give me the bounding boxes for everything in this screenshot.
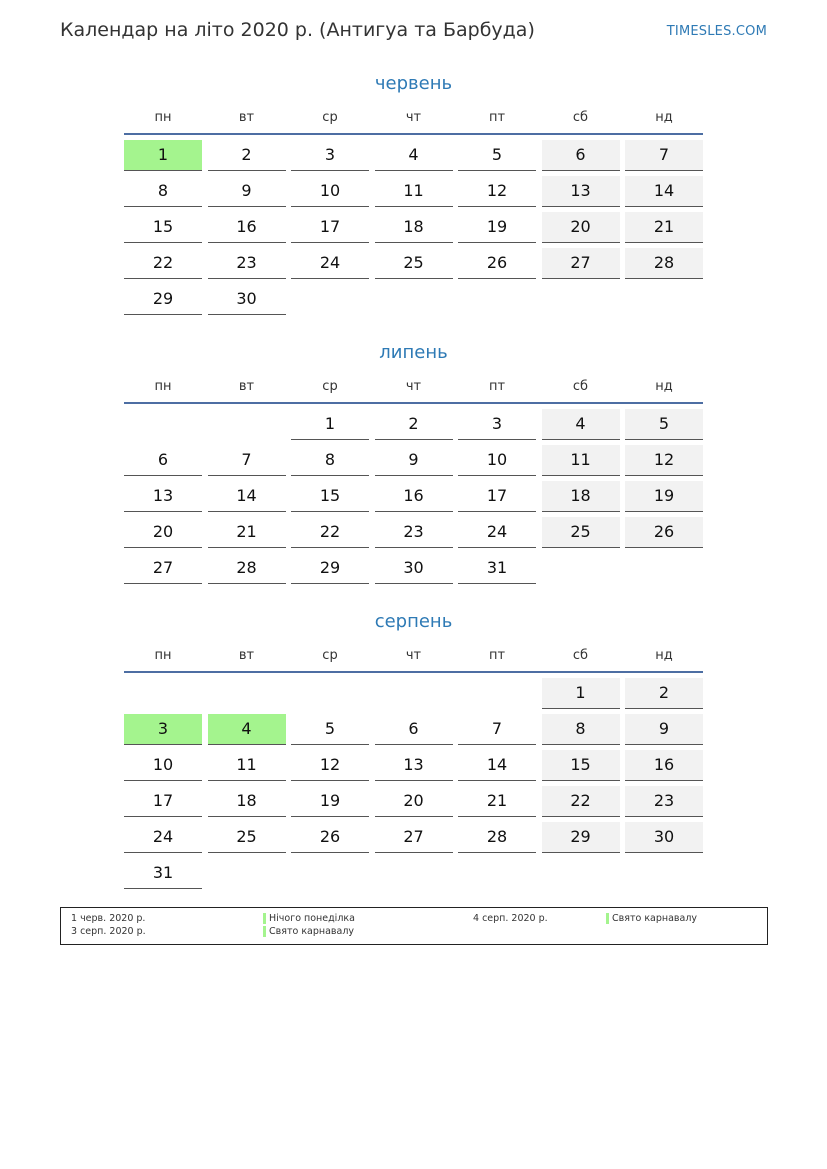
header-rule	[124, 671, 703, 673]
weekday-label: ср	[322, 379, 338, 394]
empty-day-cell	[542, 858, 620, 888]
empty-day-cell	[625, 284, 703, 314]
day-cell: 19	[291, 786, 369, 817]
weekend-day-cell: 14	[625, 176, 703, 207]
weekend-day-cell: 30	[625, 822, 703, 853]
month-name: липень	[379, 342, 448, 363]
weekend-day-cell: 28	[625, 248, 703, 279]
day-cell: 17	[458, 481, 536, 512]
weekend-day-cell: 5	[625, 409, 703, 440]
header-rule	[124, 133, 703, 135]
month-block	[124, 608, 703, 894]
weekday-label: чт	[405, 379, 422, 394]
day-cell: 9	[375, 445, 453, 476]
day-cell: 9	[208, 176, 286, 207]
weekend-day-cell: 16	[625, 750, 703, 781]
week-row	[124, 678, 703, 710]
day-cell: 5	[458, 140, 536, 171]
week-row	[124, 212, 703, 244]
day-cell: 13	[375, 750, 453, 781]
day-cell: 2	[208, 140, 286, 171]
day-cell: 3	[291, 140, 369, 171]
weekday-label: сб	[572, 648, 589, 663]
empty-day-cell	[208, 678, 286, 708]
day-cell: 31	[124, 858, 202, 889]
weekend-day-cell: 8	[542, 714, 620, 745]
empty-day-cell	[124, 409, 202, 439]
day-cell: 25	[375, 248, 453, 279]
day-cell: 26	[291, 822, 369, 853]
week-row	[124, 750, 703, 782]
day-cell: 13	[124, 481, 202, 512]
weekday-label: чт	[405, 648, 422, 663]
week-row	[124, 284, 703, 316]
weekend-day-cell: 20	[542, 212, 620, 243]
legend-row	[61, 912, 767, 925]
day-cell: 22	[291, 517, 369, 548]
weekday-label: вт	[238, 110, 255, 125]
empty-day-cell	[375, 678, 453, 708]
weekday-label: пн	[154, 379, 172, 394]
day-cell: 26	[458, 248, 536, 279]
day-cell: 8	[124, 176, 202, 207]
empty-day-cell	[208, 858, 286, 888]
day-cell: 6	[375, 714, 453, 745]
day-cell: 15	[124, 212, 202, 243]
day-cell: 16	[208, 212, 286, 243]
holiday-day-cell: 4	[208, 714, 286, 745]
weekday-label: пт	[488, 648, 506, 663]
legend-date: 1 черв. 2020 р.	[71, 913, 146, 924]
day-cell: 28	[458, 822, 536, 853]
day-cell: 3	[458, 409, 536, 440]
empty-day-cell	[124, 678, 202, 708]
weekend-day-cell: 27	[542, 248, 620, 279]
legend-row	[61, 925, 767, 938]
day-cell: 1	[291, 409, 369, 440]
weekend-day-cell: 6	[542, 140, 620, 171]
weekday-label: ср	[322, 110, 338, 125]
day-cell: 16	[375, 481, 453, 512]
day-cell: 5	[291, 714, 369, 745]
week-row	[124, 176, 703, 208]
day-cell: 31	[458, 553, 536, 584]
day-cell: 4	[375, 140, 453, 171]
weekend-day-cell: 2	[625, 678, 703, 709]
weekday-header	[124, 375, 703, 399]
weekend-day-cell: 23	[625, 786, 703, 817]
day-cell: 24	[291, 248, 369, 279]
day-cell: 12	[291, 750, 369, 781]
week-row	[124, 858, 703, 890]
weekend-day-cell: 26	[625, 517, 703, 548]
empty-day-cell	[542, 553, 620, 583]
week-row	[124, 517, 703, 549]
day-cell: 17	[291, 212, 369, 243]
weekday-label: пт	[488, 379, 506, 394]
weekday-label: сб	[572, 110, 589, 125]
empty-day-cell	[291, 858, 369, 888]
week-row	[124, 553, 703, 585]
empty-day-cell	[375, 284, 453, 314]
day-cell: 14	[458, 750, 536, 781]
day-cell: 21	[208, 517, 286, 548]
weekday-label: вт	[238, 648, 255, 663]
weekday-label: ср	[322, 648, 338, 663]
week-row	[124, 248, 703, 280]
empty-day-cell	[458, 284, 536, 314]
day-cell: 20	[375, 786, 453, 817]
weekday-label: сб	[572, 379, 589, 394]
day-cell: 18	[375, 212, 453, 243]
weekend-day-cell: 11	[542, 445, 620, 476]
weekday-header	[124, 106, 703, 130]
day-cell: 27	[124, 553, 202, 584]
day-cell: 10	[291, 176, 369, 207]
day-cell: 7	[208, 445, 286, 476]
week-row	[124, 445, 703, 477]
day-cell: 14	[208, 481, 286, 512]
weekend-day-cell: 13	[542, 176, 620, 207]
weekend-day-cell: 9	[625, 714, 703, 745]
day-cell: 6	[124, 445, 202, 476]
month-block	[124, 70, 703, 320]
legend-holiday-name: Нічого понеділка	[263, 912, 355, 925]
page-title: Календар на літо 2020 р. (Антигуа та Барбуда)	[60, 19, 535, 41]
day-cell: 30	[375, 553, 453, 584]
empty-day-cell	[291, 678, 369, 708]
day-cell: 18	[208, 786, 286, 817]
month-block	[124, 339, 703, 589]
day-cell: 23	[208, 248, 286, 279]
weekend-day-cell: 12	[625, 445, 703, 476]
day-cell: 28	[208, 553, 286, 584]
legend-holiday-name: Свято карнавалу	[263, 925, 354, 938]
day-cell: 22	[124, 248, 202, 279]
week-row	[124, 140, 703, 172]
empty-day-cell	[458, 678, 536, 708]
weekend-day-cell: 19	[625, 481, 703, 512]
legend-holiday-name: Свято карнавалу	[606, 912, 697, 925]
weekend-day-cell: 22	[542, 786, 620, 817]
empty-day-cell	[208, 409, 286, 439]
weekend-day-cell: 25	[542, 517, 620, 548]
day-cell: 17	[124, 786, 202, 817]
day-cell: 12	[458, 176, 536, 207]
month-name: червень	[374, 73, 453, 94]
legend-date: 4 серп. 2020 р.	[473, 913, 548, 924]
day-cell: 10	[124, 750, 202, 781]
weekend-day-cell: 18	[542, 481, 620, 512]
weekday-label: пн	[154, 648, 172, 663]
weekday-label: вт	[238, 379, 255, 394]
weekday-label: пт	[488, 110, 506, 125]
day-cell: 30	[208, 284, 286, 315]
day-cell: 11	[208, 750, 286, 781]
day-cell: 25	[208, 822, 286, 853]
day-cell: 29	[291, 553, 369, 584]
week-row	[124, 822, 703, 854]
day-cell: 2	[375, 409, 453, 440]
brand-link[interactable]: TIMESLES.COM	[666, 24, 767, 39]
day-cell: 19	[458, 212, 536, 243]
holiday-day-cell: 1	[124, 140, 202, 171]
weekend-day-cell: 15	[542, 750, 620, 781]
weekend-day-cell: 29	[542, 822, 620, 853]
weekend-day-cell: 1	[542, 678, 620, 709]
weekday-label: нд	[655, 110, 673, 125]
header-rule	[124, 402, 703, 404]
day-cell: 7	[458, 714, 536, 745]
weekend-day-cell: 7	[625, 140, 703, 171]
empty-day-cell	[458, 858, 536, 888]
weekday-label: чт	[405, 110, 422, 125]
month-name: серпень	[374, 611, 453, 632]
holiday-day-cell: 3	[124, 714, 202, 745]
week-row	[124, 481, 703, 513]
weekday-label: нд	[655, 648, 673, 663]
weekday-label: пн	[154, 110, 172, 125]
day-cell: 21	[458, 786, 536, 817]
week-row	[124, 714, 703, 746]
empty-day-cell	[291, 284, 369, 314]
day-cell: 29	[124, 284, 202, 315]
week-row	[124, 786, 703, 818]
holiday-legend	[60, 907, 768, 945]
weekday-header	[124, 644, 703, 668]
legend-date: 3 серп. 2020 р.	[71, 926, 146, 937]
weekend-day-cell: 21	[625, 212, 703, 243]
weekend-day-cell: 4	[542, 409, 620, 440]
day-cell: 15	[291, 481, 369, 512]
day-cell: 24	[458, 517, 536, 548]
day-cell: 20	[124, 517, 202, 548]
empty-day-cell	[625, 858, 703, 888]
day-cell: 24	[124, 822, 202, 853]
day-cell: 10	[458, 445, 536, 476]
day-cell: 27	[375, 822, 453, 853]
day-cell: 23	[375, 517, 453, 548]
week-row	[124, 409, 703, 441]
empty-day-cell	[542, 284, 620, 314]
empty-day-cell	[375, 858, 453, 888]
day-cell: 11	[375, 176, 453, 207]
day-cell: 8	[291, 445, 369, 476]
weekday-label: нд	[655, 379, 673, 394]
empty-day-cell	[625, 553, 703, 583]
